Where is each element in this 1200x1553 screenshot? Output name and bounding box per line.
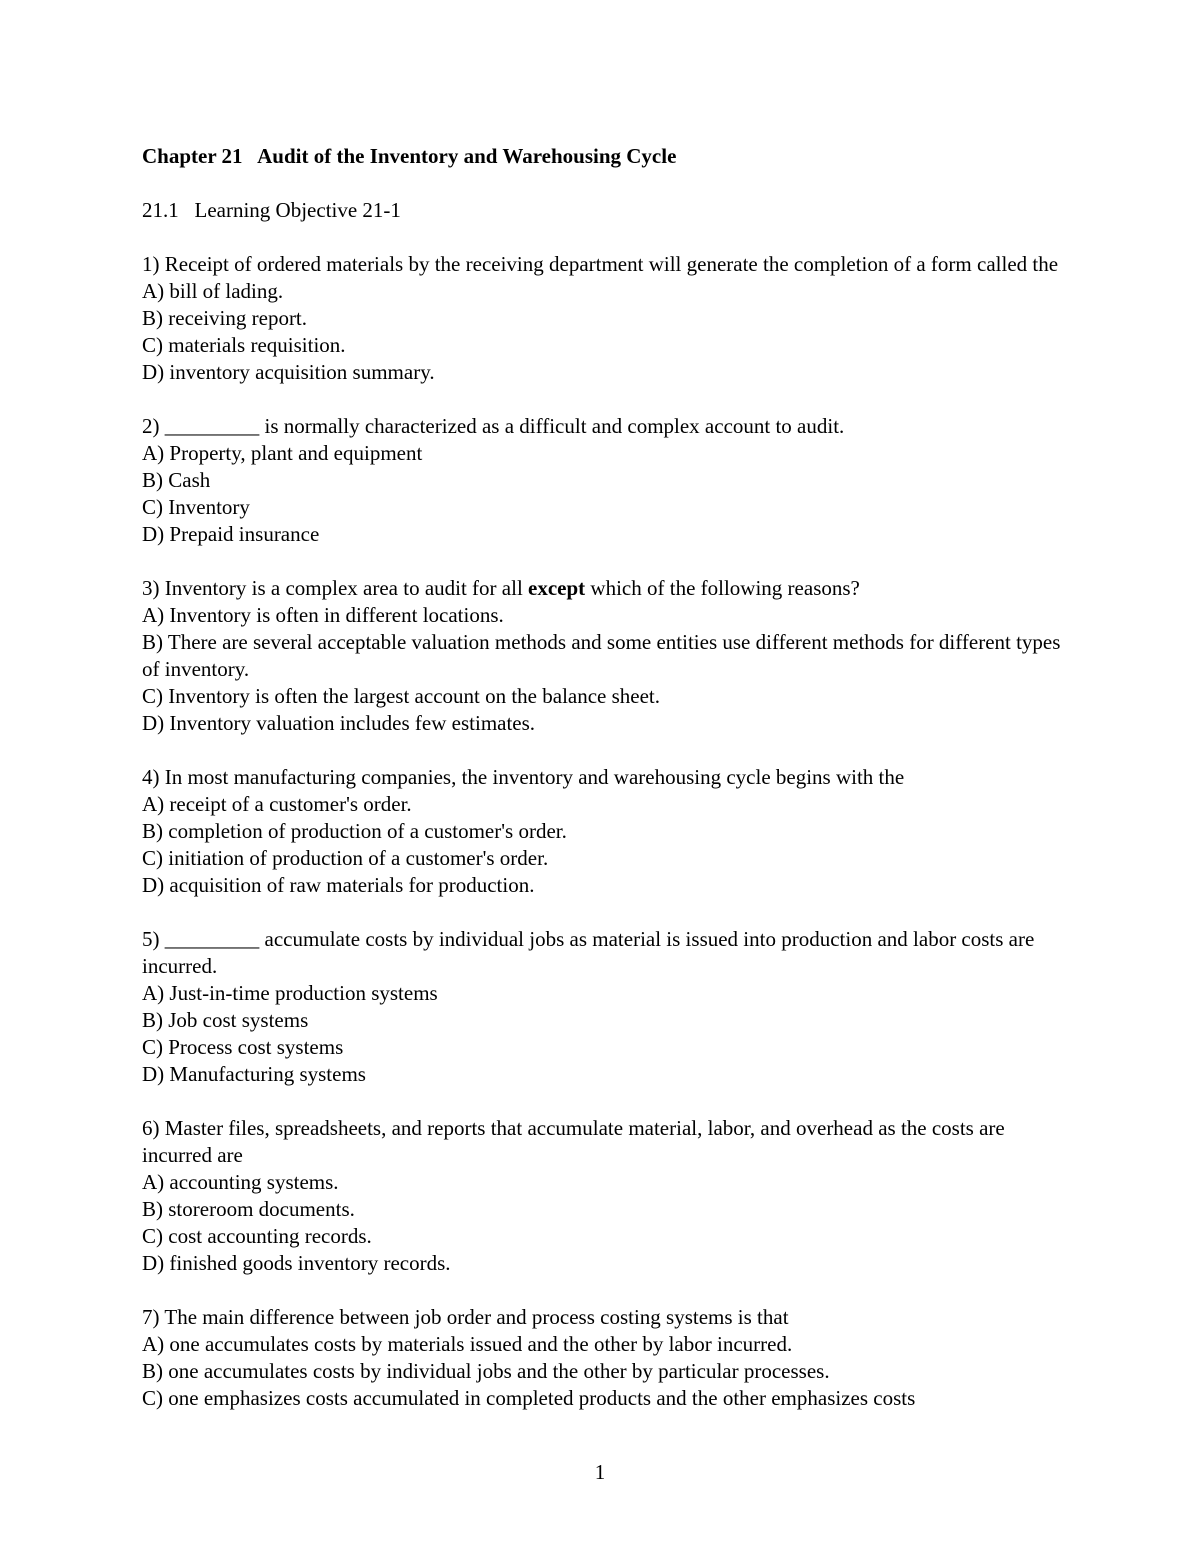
- question-4: [142, 764, 1062, 899]
- answer-option-c: C) one emphasizes costs accumulated in completed products and the other emphasizes costs: [142, 1386, 916, 1410]
- question-stem-start: 3) Inventory is a complex area to audit for all: [142, 576, 529, 600]
- question-2: [142, 413, 1062, 548]
- answer-option-a: A) bill of lading.: [142, 279, 284, 303]
- section-heading: 21.1 Learning Objective 21-1: [142, 198, 401, 222]
- answer-option-b: B) Job cost systems: [142, 1008, 309, 1032]
- question-stem: [142, 575, 1062, 602]
- question-stem: 5) _________ accumulate costs by individual jobs as material is issued into production and labor costs are incurred.: [142, 927, 1035, 978]
- answer-option-b: B) Cash: [142, 468, 211, 492]
- question-stem: 1) Receipt of ordered materials by the receiving department will generate the completion of a form called the: [142, 252, 1059, 276]
- answer-option-d: D) inventory acquisition summary.: [142, 360, 435, 384]
- answer-option-b: B) completion of production of a customer's order.: [142, 819, 567, 843]
- question-5: [142, 926, 1062, 1088]
- question-3: [142, 575, 1062, 737]
- answer-option-c: C) Process cost systems: [142, 1035, 344, 1059]
- question-stem: 4) In most manufacturing companies, the inventory and warehousing cycle begins with the: [142, 765, 905, 789]
- page-number: 1: [594, 1460, 606, 1484]
- answer-option-a: A) one accumulates costs by materials issued and the other by labor incurred.: [142, 1332, 793, 1356]
- question-7: [142, 1304, 1062, 1412]
- question-1: [142, 251, 1062, 386]
- answer-option-b: B) receiving report.: [142, 306, 308, 330]
- answer-option-c: C) cost accounting records.: [142, 1224, 372, 1248]
- answer-option-a: A) Just-in-time production systems: [142, 981, 438, 1005]
- answer-option-b: B) storeroom documents.: [142, 1197, 355, 1221]
- question-6: [142, 1115, 1062, 1277]
- answer-option-d: D) acquisition of raw materials for production.: [142, 873, 535, 897]
- answer-option-d: D) Manufacturing systems: [142, 1062, 366, 1086]
- question-stem: 7) The main difference between job order and process costing systems is that: [142, 1305, 789, 1329]
- answer-option-c: C) Inventory: [142, 495, 250, 519]
- question-stem-end: which of the following reasons?: [585, 576, 860, 600]
- chapter-title: Chapter 21 Audit of the Inventory and Warehousing Cycle: [142, 144, 677, 168]
- answer-option-c: C) materials requisition.: [142, 333, 346, 357]
- answer-option-a: A) Inventory is often in different locations.: [142, 603, 504, 627]
- answer-option-b: B) There are several acceptable valuation methods and some entities use different methods for different types of inventory.: [142, 630, 1061, 681]
- answer-option-a: A) receipt of a customer's order.: [142, 792, 412, 816]
- answer-option-a: A) accounting systems.: [142, 1170, 339, 1194]
- answer-option-d: D) Inventory valuation includes few estimates.: [142, 711, 536, 735]
- page-content: [142, 143, 1062, 1412]
- question-stem: 2) _________ is normally characterized as a difficult and complex account to audit.: [142, 414, 845, 438]
- answer-option-a: A) Property, plant and equipment: [142, 441, 423, 465]
- answer-option-c: C) Inventory is often the largest account on the balance sheet.: [142, 684, 661, 708]
- emphasis-except: except: [528, 576, 586, 600]
- answer-option-c: C) initiation of production of a customer's order.: [142, 846, 549, 870]
- answer-option-d: D) finished goods inventory records.: [142, 1251, 451, 1275]
- question-stem: 6) Master files, spreadsheets, and reports that accumulate material, labor, and overhead as the costs are incurred are: [142, 1116, 1005, 1167]
- answer-option-b: B) one accumulates costs by individual jobs and the other by particular processes.: [142, 1359, 830, 1383]
- answer-option-d: D) Prepaid insurance: [142, 522, 320, 546]
